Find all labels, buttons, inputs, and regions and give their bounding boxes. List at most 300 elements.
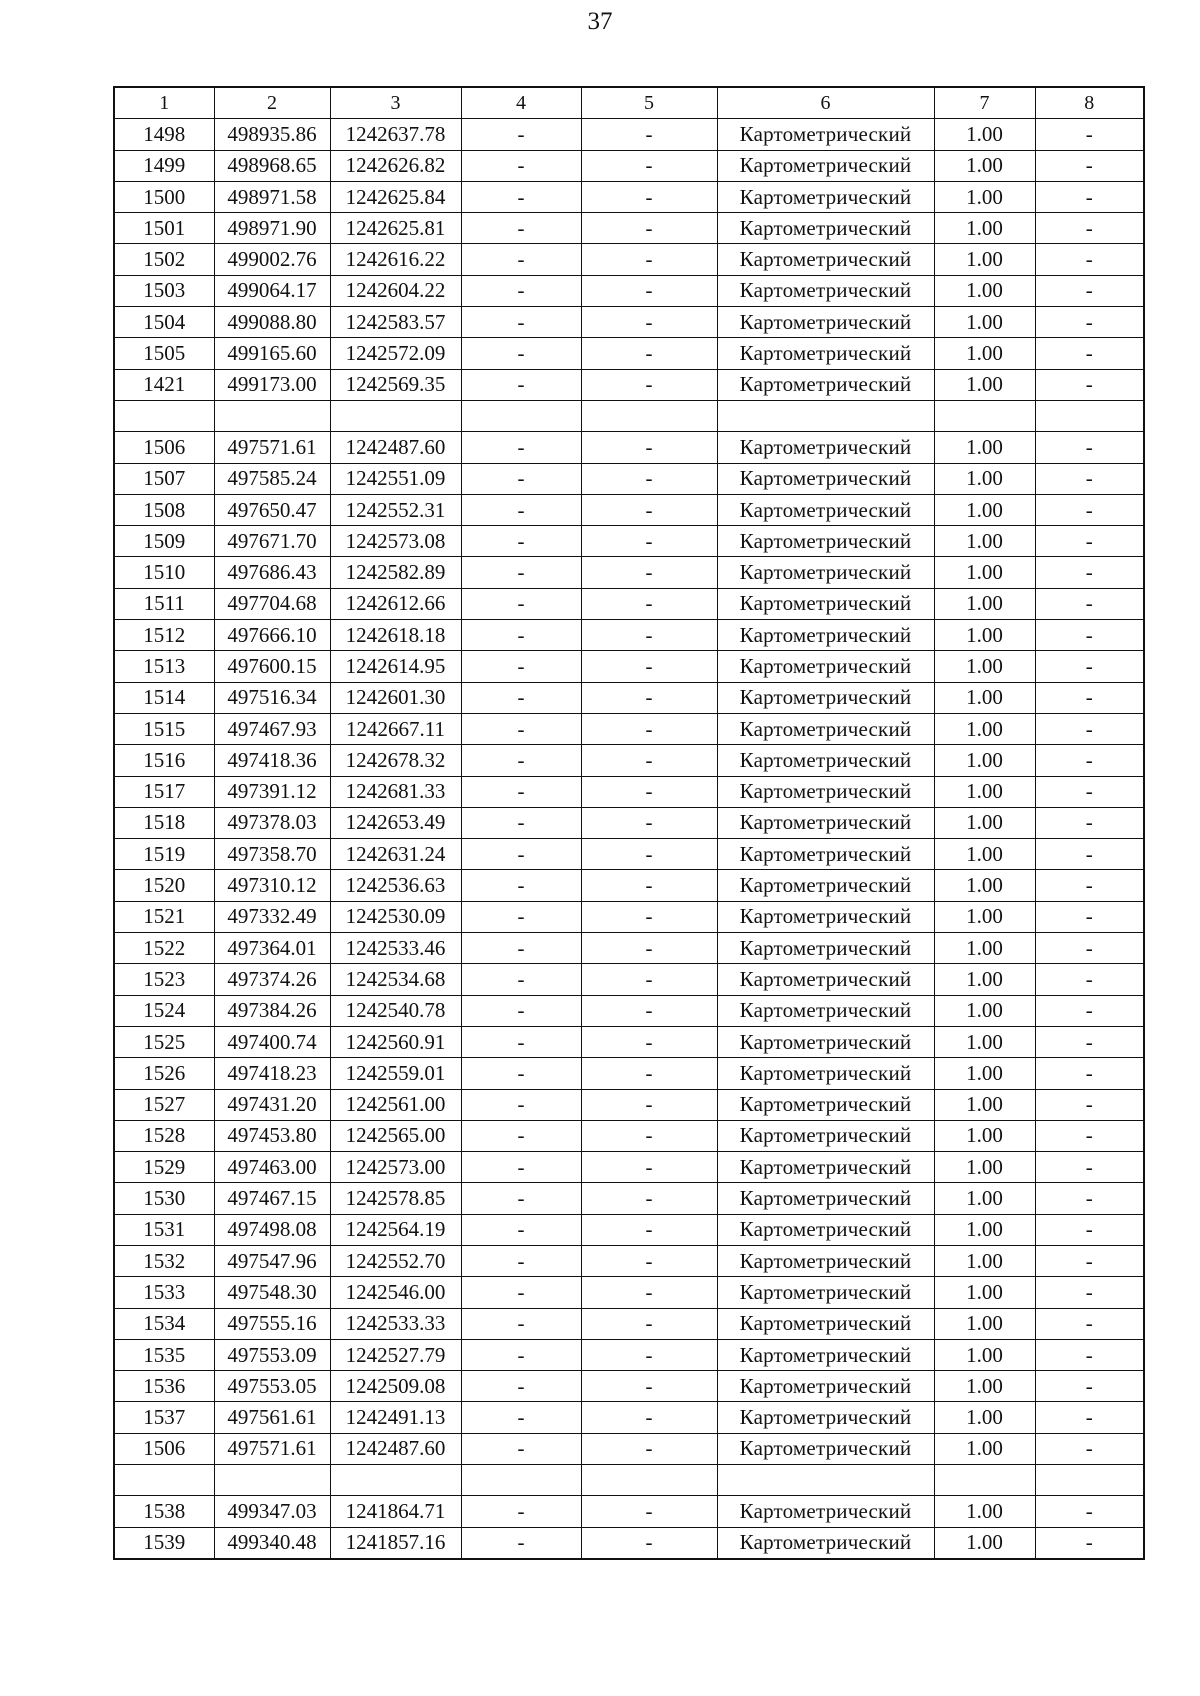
x-coordinate-cell: 498968.65 <box>214 150 330 181</box>
y-coordinate-cell: 1242530.09 <box>330 901 461 932</box>
table-row <box>114 1152 1144 1183</box>
y-coordinate-cell: 1242601.30 <box>330 682 461 713</box>
x-coordinate-cell: 497553.05 <box>214 1371 330 1402</box>
x-coordinate-cell: 499064.17 <box>214 275 330 306</box>
table-row <box>114 307 1144 338</box>
column-4-cell: - <box>461 995 581 1026</box>
table-row <box>114 338 1144 369</box>
point-number-cell: 1505 <box>114 338 214 369</box>
x-coordinate-cell: 497463.00 <box>214 1152 330 1183</box>
y-coordinate-cell: 1242626.82 <box>330 150 461 181</box>
method-cell: Картометрический <box>717 1371 934 1402</box>
column-4-cell <box>461 1465 581 1496</box>
column-8-cell: - <box>1035 682 1144 713</box>
accuracy-cell: 1.00 <box>934 1433 1035 1464</box>
point-number-cell: 1533 <box>114 1277 214 1308</box>
x-coordinate-cell: 497600.15 <box>214 651 330 682</box>
accuracy-cell: 1.00 <box>934 1245 1035 1276</box>
accuracy-cell: 1.00 <box>934 338 1035 369</box>
column-8-cell: - <box>1035 1214 1144 1245</box>
column-8-cell: - <box>1035 588 1144 619</box>
column-5-cell: - <box>581 557 717 588</box>
method-cell: Картометрический <box>717 494 934 525</box>
y-coordinate-cell: 1242527.79 <box>330 1339 461 1370</box>
separator-row <box>114 400 1144 431</box>
y-coordinate-cell: 1242546.00 <box>330 1277 461 1308</box>
table-row <box>114 181 1144 212</box>
method-cell: Картометрический <box>717 432 934 463</box>
x-coordinate-cell: 497585.24 <box>214 463 330 494</box>
table-row <box>114 526 1144 557</box>
column-8-cell: - <box>1035 494 1144 525</box>
table-row <box>114 870 1144 901</box>
column-8-cell: - <box>1035 870 1144 901</box>
x-coordinate-cell: 497548.30 <box>214 1277 330 1308</box>
column-8-cell: - <box>1035 745 1144 776</box>
header-row <box>114 87 1144 119</box>
accuracy-cell: 1.00 <box>934 1402 1035 1433</box>
column-4-cell: - <box>461 1277 581 1308</box>
point-number-cell: 1539 <box>114 1527 214 1559</box>
column-8-cell: - <box>1035 338 1144 369</box>
x-coordinate-cell: 499165.60 <box>214 338 330 369</box>
column-4-cell: - <box>461 463 581 494</box>
column-5-cell: - <box>581 1433 717 1464</box>
table-row <box>114 1402 1144 1433</box>
accuracy-cell: 1.00 <box>934 682 1035 713</box>
table-row <box>114 620 1144 651</box>
x-coordinate-cell: 497561.61 <box>214 1402 330 1433</box>
y-coordinate-cell: 1242533.33 <box>330 1308 461 1339</box>
method-cell <box>717 400 934 431</box>
method-cell: Картометрический <box>717 651 934 682</box>
point-number-cell: 1503 <box>114 275 214 306</box>
table-row <box>114 682 1144 713</box>
column-4-cell: - <box>461 807 581 838</box>
column-5-cell: - <box>581 1152 717 1183</box>
table-row <box>114 213 1144 244</box>
x-coordinate-cell: 497374.26 <box>214 964 330 995</box>
y-coordinate-cell: 1242551.09 <box>330 463 461 494</box>
method-cell: Картометрический <box>717 1496 934 1527</box>
y-coordinate-cell: 1242631.24 <box>330 839 461 870</box>
column-5-cell: - <box>581 1402 717 1433</box>
point-number-cell: 1502 <box>114 244 214 275</box>
y-coordinate-cell: 1242487.60 <box>330 432 461 463</box>
point-number-cell: 1535 <box>114 1339 214 1370</box>
y-coordinate-cell: 1242583.57 <box>330 307 461 338</box>
method-cell: Картометрический <box>717 1527 934 1559</box>
method-cell: Картометрический <box>717 1339 934 1370</box>
x-coordinate-cell: 497332.49 <box>214 901 330 932</box>
column-8-cell: - <box>1035 1245 1144 1276</box>
table-row <box>114 463 1144 494</box>
table-row <box>114 807 1144 838</box>
column-5-cell: - <box>581 463 717 494</box>
column-5-cell: - <box>581 338 717 369</box>
column-8-cell: - <box>1035 1496 1144 1527</box>
point-number-cell: 1529 <box>114 1152 214 1183</box>
column-4-cell: - <box>461 1058 581 1089</box>
accuracy-cell: 1.00 <box>934 1527 1035 1559</box>
column-4-cell: - <box>461 1339 581 1370</box>
method-cell: Картометрический <box>717 463 934 494</box>
column-4-cell: - <box>461 1089 581 1120</box>
column-5-cell: - <box>581 1371 717 1402</box>
column-8-cell: - <box>1035 995 1144 1026</box>
x-coordinate-cell <box>214 1465 330 1496</box>
column-5-cell: - <box>581 369 717 400</box>
column-header: 3 <box>330 87 461 119</box>
y-coordinate-cell: 1242552.31 <box>330 494 461 525</box>
accuracy-cell: 1.00 <box>934 1089 1035 1120</box>
method-cell: Картометрический <box>717 526 934 557</box>
column-8-cell: - <box>1035 213 1144 244</box>
accuracy-cell: 1.00 <box>934 1371 1035 1402</box>
point-number-cell: 1526 <box>114 1058 214 1089</box>
y-coordinate-cell: 1242540.78 <box>330 995 461 1026</box>
method-cell: Картометрический <box>717 713 934 744</box>
column-4-cell: - <box>461 1433 581 1464</box>
column-8-cell: - <box>1035 651 1144 682</box>
column-8-cell: - <box>1035 620 1144 651</box>
column-4-cell: - <box>461 933 581 964</box>
table-row <box>114 1496 1144 1527</box>
table-row <box>114 369 1144 400</box>
point-number-cell: 1519 <box>114 839 214 870</box>
column-4-cell: - <box>461 338 581 369</box>
column-5-cell: - <box>581 150 717 181</box>
column-4-cell: - <box>461 275 581 306</box>
y-coordinate-cell: 1242578.85 <box>330 1183 461 1214</box>
y-coordinate-cell: 1242569.35 <box>330 369 461 400</box>
accuracy-cell: 1.00 <box>934 369 1035 400</box>
column-5-cell: - <box>581 682 717 713</box>
method-cell: Картометрический <box>717 1402 934 1433</box>
column-5-cell: - <box>581 1120 717 1151</box>
x-coordinate-cell: 497686.43 <box>214 557 330 588</box>
column-header: 6 <box>717 87 934 119</box>
column-5-cell: - <box>581 119 717 150</box>
x-coordinate-cell: 499347.03 <box>214 1496 330 1527</box>
x-coordinate-cell: 499088.80 <box>214 307 330 338</box>
y-coordinate-cell: 1242625.81 <box>330 213 461 244</box>
x-coordinate-cell: 497310.12 <box>214 870 330 901</box>
table-row <box>114 1277 1144 1308</box>
column-8-cell: - <box>1035 1152 1144 1183</box>
method-cell: Картометрический <box>717 369 934 400</box>
table-row <box>114 839 1144 870</box>
accuracy-cell <box>934 400 1035 431</box>
column-5-cell: - <box>581 807 717 838</box>
method-cell: Картометрический <box>717 181 934 212</box>
method-cell: Картометрический <box>717 807 934 838</box>
method-cell: Картометрический <box>717 776 934 807</box>
x-coordinate-cell: 499002.76 <box>214 244 330 275</box>
accuracy-cell: 1.00 <box>934 776 1035 807</box>
y-coordinate-cell: 1242572.09 <box>330 338 461 369</box>
column-5-cell: - <box>581 1089 717 1120</box>
column-4-cell: - <box>461 1152 581 1183</box>
method-cell: Картометрический <box>717 1308 934 1339</box>
x-coordinate-cell: 497671.70 <box>214 526 330 557</box>
column-4-cell: - <box>461 1026 581 1057</box>
method-cell: Картометрический <box>717 995 934 1026</box>
point-number-cell: 1537 <box>114 1402 214 1433</box>
column-8-cell: - <box>1035 964 1144 995</box>
column-5-cell: - <box>581 964 717 995</box>
point-number-cell: 1511 <box>114 588 214 619</box>
accuracy-cell: 1.00 <box>934 1496 1035 1527</box>
method-cell: Картометрический <box>717 1183 934 1214</box>
x-coordinate-cell: 497467.93 <box>214 713 330 744</box>
column-header: 1 <box>114 87 214 119</box>
y-coordinate-cell: 1242614.95 <box>330 651 461 682</box>
column-5-cell: - <box>581 745 717 776</box>
column-4-cell: - <box>461 213 581 244</box>
y-coordinate-cell: 1242637.78 <box>330 119 461 150</box>
y-coordinate-cell: 1242533.46 <box>330 933 461 964</box>
method-cell: Картометрический <box>717 964 934 995</box>
method-cell: Картометрический <box>717 588 934 619</box>
column-5-cell: - <box>581 776 717 807</box>
column-8-cell <box>1035 1465 1144 1496</box>
method-cell: Картометрический <box>717 244 934 275</box>
x-coordinate-cell: 497498.08 <box>214 1214 330 1245</box>
column-4-cell: - <box>461 244 581 275</box>
table-row <box>114 745 1144 776</box>
column-8-cell: - <box>1035 244 1144 275</box>
accuracy-cell: 1.00 <box>934 651 1035 682</box>
table-row <box>114 119 1144 150</box>
x-coordinate-cell <box>214 400 330 431</box>
table-row <box>114 1245 1144 1276</box>
method-cell: Картометрический <box>717 1058 934 1089</box>
column-5-cell: - <box>581 933 717 964</box>
column-5-cell: - <box>581 1058 717 1089</box>
point-number-cell: 1508 <box>114 494 214 525</box>
x-coordinate-cell: 497391.12 <box>214 776 330 807</box>
method-cell: Картометрический <box>717 119 934 150</box>
x-coordinate-cell: 497364.01 <box>214 933 330 964</box>
column-5-cell: - <box>581 494 717 525</box>
accuracy-cell <box>934 1465 1035 1496</box>
method-cell <box>717 1465 934 1496</box>
accuracy-cell: 1.00 <box>934 526 1035 557</box>
method-cell: Картометрический <box>717 901 934 932</box>
method-cell: Картометрический <box>717 1120 934 1151</box>
accuracy-cell: 1.00 <box>934 933 1035 964</box>
method-cell: Картометрический <box>717 1245 934 1276</box>
column-5-cell <box>581 400 717 431</box>
y-coordinate-cell: 1242559.01 <box>330 1058 461 1089</box>
accuracy-cell: 1.00 <box>934 244 1035 275</box>
point-number-cell: 1522 <box>114 933 214 964</box>
point-number-cell: 1506 <box>114 432 214 463</box>
y-coordinate-cell: 1242618.18 <box>330 620 461 651</box>
accuracy-cell: 1.00 <box>934 620 1035 651</box>
column-8-cell: - <box>1035 181 1144 212</box>
method-cell: Картометрический <box>717 1152 934 1183</box>
point-number-cell: 1515 <box>114 713 214 744</box>
y-coordinate-cell: 1242561.00 <box>330 1089 461 1120</box>
column-5-cell: - <box>581 432 717 463</box>
column-4-cell: - <box>461 1120 581 1151</box>
y-coordinate-cell: 1241857.16 <box>330 1527 461 1559</box>
column-8-cell: - <box>1035 1058 1144 1089</box>
accuracy-cell: 1.00 <box>934 1308 1035 1339</box>
point-number-cell: 1514 <box>114 682 214 713</box>
column-4-cell: - <box>461 901 581 932</box>
column-8-cell: - <box>1035 1339 1144 1370</box>
point-number-cell: 1525 <box>114 1026 214 1057</box>
y-coordinate-cell: 1242625.84 <box>330 181 461 212</box>
method-cell: Картометрический <box>717 1026 934 1057</box>
point-number-cell: 1501 <box>114 213 214 244</box>
column-8-cell: - <box>1035 1277 1144 1308</box>
column-5-cell: - <box>581 588 717 619</box>
accuracy-cell: 1.00 <box>934 213 1035 244</box>
column-5-cell: - <box>581 1339 717 1370</box>
column-4-cell: - <box>461 307 581 338</box>
x-coordinate-cell: 497555.16 <box>214 1308 330 1339</box>
column-5-cell: - <box>581 870 717 901</box>
point-number-cell <box>114 400 214 431</box>
y-coordinate-cell: 1242573.08 <box>330 526 461 557</box>
point-number-cell: 1507 <box>114 463 214 494</box>
separator-row <box>114 1465 1144 1496</box>
accuracy-cell: 1.00 <box>934 964 1035 995</box>
y-coordinate-cell: 1242491.13 <box>330 1402 461 1433</box>
y-coordinate-cell: 1242582.89 <box>330 557 461 588</box>
column-8-cell: - <box>1035 1371 1144 1402</box>
column-5-cell: - <box>581 307 717 338</box>
column-8-cell: - <box>1035 275 1144 306</box>
accuracy-cell: 1.00 <box>934 839 1035 870</box>
column-5-cell: - <box>581 213 717 244</box>
y-coordinate-cell: 1241864.71 <box>330 1496 461 1527</box>
point-number-cell: 1509 <box>114 526 214 557</box>
column-5-cell: - <box>581 1183 717 1214</box>
x-coordinate-cell: 497378.03 <box>214 807 330 838</box>
x-coordinate-cell: 497418.23 <box>214 1058 330 1089</box>
y-coordinate-cell: 1242678.32 <box>330 745 461 776</box>
x-coordinate-cell: 497666.10 <box>214 620 330 651</box>
column-8-cell: - <box>1035 432 1144 463</box>
column-8-cell: - <box>1035 933 1144 964</box>
table-row <box>114 1183 1144 1214</box>
column-header: 7 <box>934 87 1035 119</box>
column-4-cell: - <box>461 651 581 682</box>
point-number-cell: 1524 <box>114 995 214 1026</box>
table-row <box>114 432 1144 463</box>
accuracy-cell: 1.00 <box>934 432 1035 463</box>
table-row <box>114 1058 1144 1089</box>
method-cell: Картометрический <box>717 275 934 306</box>
column-4-cell: - <box>461 776 581 807</box>
method-cell: Картометрический <box>717 1214 934 1245</box>
table-row <box>114 494 1144 525</box>
point-number-cell <box>114 1465 214 1496</box>
method-cell: Картометрический <box>717 839 934 870</box>
column-5-cell: - <box>581 995 717 1026</box>
point-number-cell: 1510 <box>114 557 214 588</box>
x-coordinate-cell: 498935.86 <box>214 119 330 150</box>
column-8-cell: - <box>1035 150 1144 181</box>
x-coordinate-cell: 497358.70 <box>214 839 330 870</box>
x-coordinate-cell: 497650.47 <box>214 494 330 525</box>
column-4-cell: - <box>461 620 581 651</box>
method-cell: Картометрический <box>717 307 934 338</box>
column-4-cell: - <box>461 839 581 870</box>
accuracy-cell: 1.00 <box>934 995 1035 1026</box>
column-5-cell: - <box>581 1527 717 1559</box>
accuracy-cell: 1.00 <box>934 463 1035 494</box>
accuracy-cell: 1.00 <box>934 181 1035 212</box>
column-5-cell: - <box>581 620 717 651</box>
column-5-cell: - <box>581 1496 717 1527</box>
column-5-cell: - <box>581 181 717 212</box>
point-number-cell: 1499 <box>114 150 214 181</box>
y-coordinate-cell: 1242564.19 <box>330 1214 461 1245</box>
column-4-cell: - <box>461 557 581 588</box>
table-row <box>114 588 1144 619</box>
x-coordinate-cell: 498971.58 <box>214 181 330 212</box>
x-coordinate-cell: 497571.61 <box>214 432 330 463</box>
method-cell: Картометрический <box>717 1089 934 1120</box>
column-4-cell: - <box>461 1214 581 1245</box>
column-8-cell: - <box>1035 1402 1144 1433</box>
method-cell: Картометрический <box>717 933 934 964</box>
column-5-cell: - <box>581 526 717 557</box>
table-row <box>114 1527 1144 1559</box>
method-cell: Картометрический <box>717 338 934 369</box>
table-row <box>114 1433 1144 1464</box>
accuracy-cell: 1.00 <box>934 1152 1035 1183</box>
x-coordinate-cell: 497384.26 <box>214 995 330 1026</box>
table-row <box>114 1371 1144 1402</box>
column-5-cell: - <box>581 275 717 306</box>
column-8-cell: - <box>1035 1183 1144 1214</box>
point-number-cell: 1523 <box>114 964 214 995</box>
table-row <box>114 1120 1144 1151</box>
y-coordinate-cell: 1242667.11 <box>330 713 461 744</box>
accuracy-cell: 1.00 <box>934 807 1035 838</box>
column-4-cell: - <box>461 432 581 463</box>
accuracy-cell: 1.00 <box>934 119 1035 150</box>
column-8-cell: - <box>1035 1308 1144 1339</box>
accuracy-cell: 1.00 <box>934 1214 1035 1245</box>
accuracy-cell: 1.00 <box>934 1277 1035 1308</box>
point-number-cell: 1506 <box>114 1433 214 1464</box>
column-8-cell: - <box>1035 463 1144 494</box>
x-coordinate-cell: 497704.68 <box>214 588 330 619</box>
y-coordinate-cell: 1242612.66 <box>330 588 461 619</box>
column-5-cell: - <box>581 651 717 682</box>
column-4-cell: - <box>461 588 581 619</box>
point-number-cell: 1504 <box>114 307 214 338</box>
column-4-cell: - <box>461 1371 581 1402</box>
column-4-cell: - <box>461 119 581 150</box>
column-8-cell: - <box>1035 901 1144 932</box>
column-4-cell: - <box>461 1183 581 1214</box>
method-cell: Картометрический <box>717 213 934 244</box>
table-row <box>114 1026 1144 1057</box>
point-number-cell: 1532 <box>114 1245 214 1276</box>
column-5-cell: - <box>581 244 717 275</box>
column-header: 8 <box>1035 87 1144 119</box>
table-row <box>114 275 1144 306</box>
